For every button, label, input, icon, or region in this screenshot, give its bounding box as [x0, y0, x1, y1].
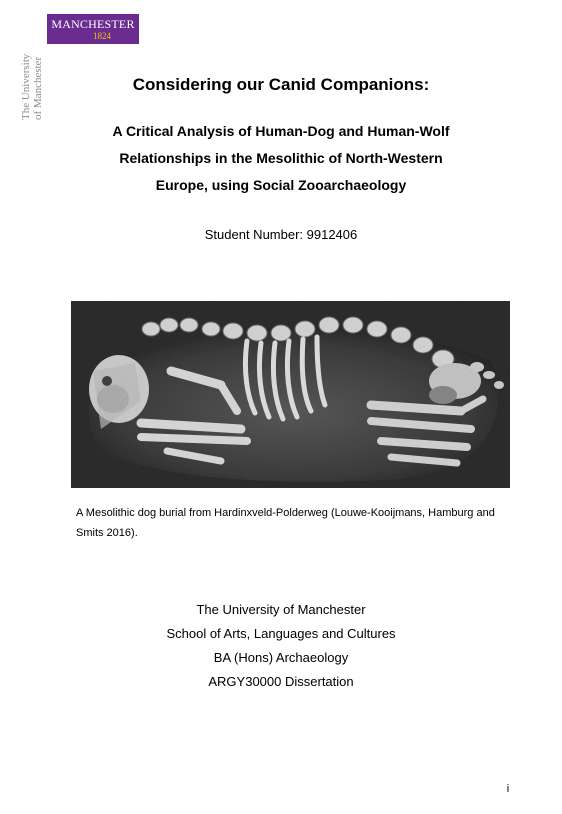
institution-block — [0, 598, 562, 694]
logo-wordmark: MANCHESTER — [51, 17, 135, 31]
subtitle-line-2: Relationships in the Mesolithic of North-Western — [119, 150, 443, 166]
subtitle — [60, 118, 502, 199]
institution-line-4: ARGY30000 Dissertation — [208, 674, 354, 689]
institution-line-3: BA (Hons) Archaeology — [213, 650, 349, 665]
university-name-line-2: of Manchester — [32, 56, 44, 120]
subtitle-line-1: A Critical Analysis of Human-Dog and Human-Wolf — [112, 123, 450, 139]
logo-year: 1824 — [93, 31, 111, 41]
university-logo — [47, 14, 139, 44]
dog-skeleton-burial-photo — [71, 301, 510, 488]
student-number: Student Number: 9912406 — [204, 227, 358, 242]
page-title: Considering our Canid Companions: — [132, 75, 430, 94]
institution-line-2: School of Arts, Languages and Cultures — [166, 626, 396, 641]
page-number: i — [506, 783, 510, 795]
university-name-line-1: The University — [20, 53, 32, 120]
subtitle-line-3: Europe, using Social Zooarchaeology — [155, 177, 407, 193]
institution-line-1: The University of Manchester — [196, 602, 366, 617]
figure-caption: A Mesolithic dog burial from Hardinxveld-Polderweg (Louwe-Kooijmans, Hamburg and Smits 2016). — [76, 507, 495, 539]
